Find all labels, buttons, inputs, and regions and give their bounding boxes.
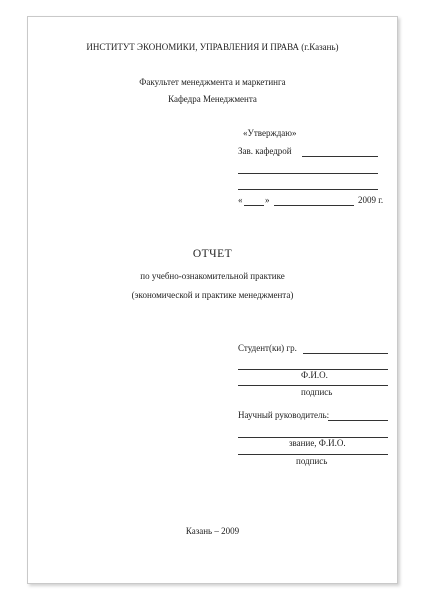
report-subtitle-line2: (экономической и практике менеджмента) [131,290,294,300]
city-year: Казань – 2009 [185,526,240,536]
head-signature-line [302,156,378,157]
student-label: Студент(ки) гр. [238,343,297,353]
supervisor-signature-caption: подпись [296,456,328,466]
report-subtitle-line1: по учебно-ознакомительной практике [140,271,285,281]
institute-name: ИНСТИТУТ ЭКОНОМИКИ, УПРАВЛЕНИЯ И ПРАВА (г.Казань) [86,42,339,52]
supervisor-label: Научный руководитель: [238,410,330,420]
student-name-caption: Ф.И.О. [301,370,328,380]
approval-year: 2009 г. [358,195,384,205]
supervisor-line-1 [328,420,388,421]
department-name: Кафедра Менеджмента [168,94,257,104]
date-day-line [244,205,264,206]
student-group-line [303,353,388,354]
date-quote-open: « [238,195,243,205]
document-page [27,16,398,584]
faculty-name: Факультет менеджмента и маркетинга [139,77,286,87]
report-title: ОТЧЕТ [192,248,233,260]
date-month-line [274,205,354,206]
approval-blank-line-1 [238,173,378,174]
date-quote-close: » [265,195,270,205]
supervisor-name-caption: звание, Ф.И.О. [289,438,346,448]
approval-heading: «Утверждаю» [243,128,297,138]
student-signature-line [238,385,388,386]
head-of-department-label: Зав. кафедрой [238,146,292,156]
student-signature-caption: подпись [301,387,333,397]
approval-blank-line-2 [238,189,378,190]
supervisor-signature-line [238,454,388,455]
